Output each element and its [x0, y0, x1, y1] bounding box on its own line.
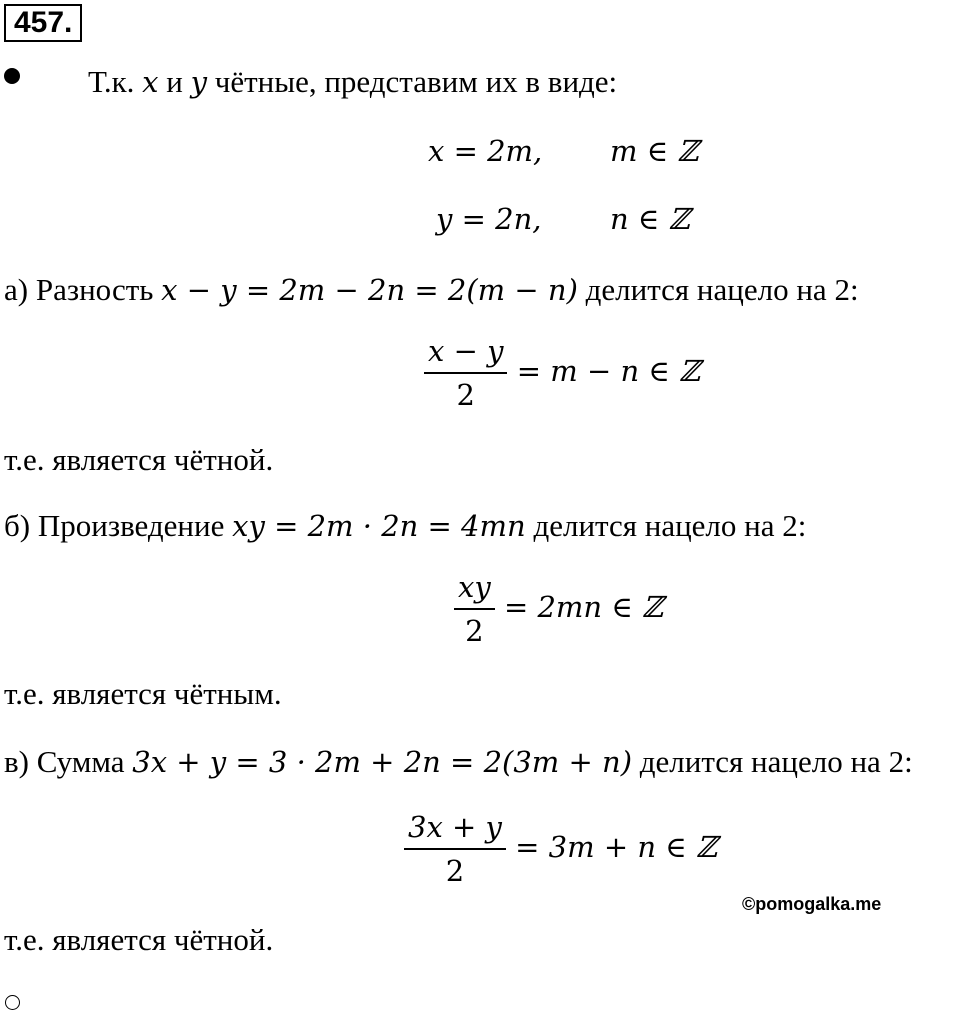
part-a-line: [4, 272, 859, 308]
part-a-denominator: 2: [456, 378, 475, 412]
intro-var-x: x: [142, 65, 159, 99]
part-b-lead: б) Произведение: [4, 508, 233, 543]
part-a-fraction-row: [424, 334, 700, 412]
part-a-conclusion: т.е. является чётной.: [4, 442, 274, 477]
watermark: ©pomogalka.me: [742, 894, 882, 914]
part-b-conclusion: т.е. является чётным.: [4, 676, 282, 711]
part-c-result: = 3m + n ∈ ℤ: [515, 830, 718, 864]
bullet-hollow-icon: [5, 995, 20, 1010]
part-b-tail: делится нацело на 2:: [525, 508, 807, 543]
intro-var-y: y: [190, 65, 207, 99]
part-a-lead: а) Разность: [4, 272, 162, 307]
part-b-result: = 2mn ∈ ℤ: [503, 590, 664, 624]
bullet-filled-icon: [4, 68, 20, 84]
part-c-fraction: [404, 810, 506, 888]
definition-y-equation: y = 2n,: [436, 202, 542, 236]
definition-y-domain: n ∈ ℤ: [610, 202, 690, 236]
part-b-expression: xy = 2m · 2n = 4mn: [232, 509, 526, 543]
definition-x-domain: m ∈ ℤ: [610, 134, 699, 168]
part-b-line: [4, 508, 806, 544]
part-c-conclusion: т.е. является чётной.: [4, 922, 274, 957]
part-a-tail: делится нацело на 2:: [577, 272, 859, 307]
part-c-expression: 3x + y = 3 · 2m + 2n = 2(3m + n): [132, 745, 633, 779]
part-b-fraction: [454, 570, 495, 648]
part-c-numerator: 3x + y: [404, 810, 506, 850]
intro-and: и: [158, 64, 191, 99]
intro-line: [88, 64, 617, 100]
part-a-numerator: x − y: [424, 334, 507, 374]
part-c-line: [4, 744, 913, 780]
problem-number: 457.: [4, 4, 82, 42]
part-a-fraction: [424, 334, 507, 412]
part-c-lead: в) Сумма: [4, 744, 133, 779]
part-b-fraction-row: [454, 570, 663, 648]
definition-x-equation: x = 2m,: [428, 134, 543, 168]
part-c-fraction-row: [404, 810, 717, 888]
part-b-denominator: 2: [465, 614, 484, 648]
part-b-numerator: xy: [454, 570, 495, 610]
part-c-denominator: 2: [445, 854, 465, 888]
part-c-tail: делится нацело на 2:: [632, 744, 913, 779]
part-a-result: = m − n ∈ ℤ: [516, 354, 701, 388]
intro-prefix: Т.к.: [88, 64, 143, 99]
part-a-expression: x − y = 2m − 2n = 2(m − n): [161, 273, 578, 307]
intro-suffix: чётные, представим их в виде:: [207, 64, 618, 99]
